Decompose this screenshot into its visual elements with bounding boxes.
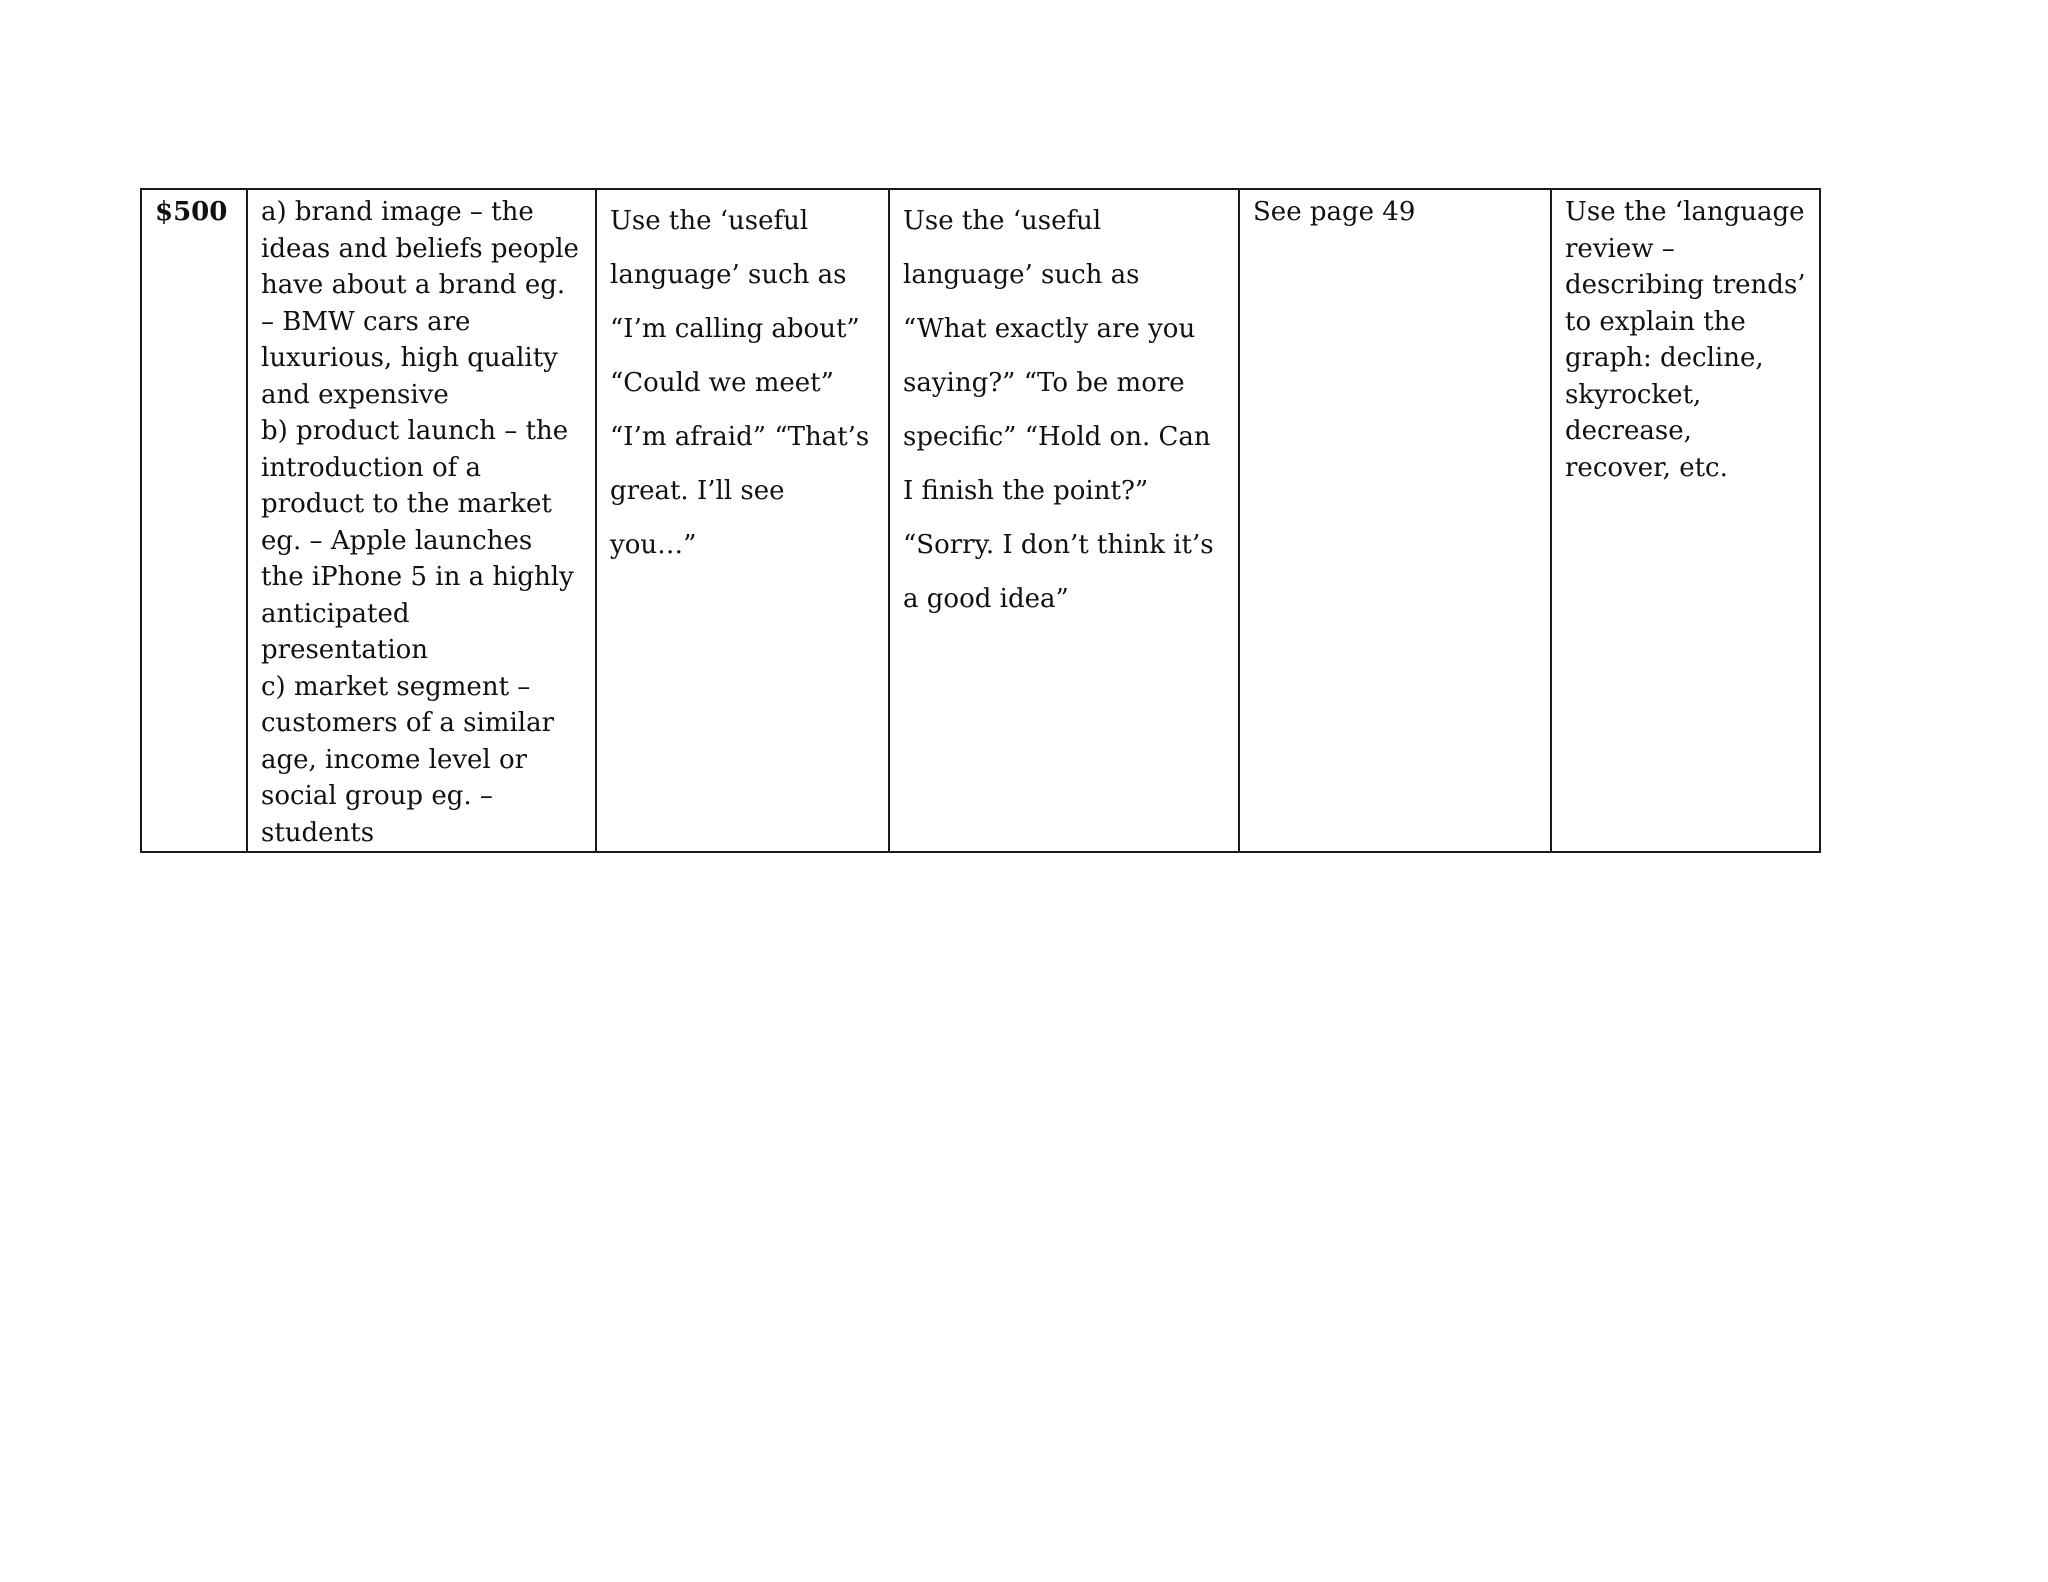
definition-brand-image: a) brand image – the ideas and beliefs people have about a brand eg. – BMW cars are luxurious, high quality and expensive [261,197,579,410]
definition-market-segment: c) market segment – customers of a similar age, income level or social group eg. – students [261,671,555,848]
page-reference-text: See page 49 [1253,197,1416,227]
page-reference-cell [1239,189,1551,852]
definition-product-launch: b) product launch – the introduction of a product to the market eg. – Apple launches the iPhone 5 in a highly anticipated presentation [261,416,574,665]
answer-table [140,188,1821,853]
trends-language-cell [1551,189,1820,852]
meeting-language-text: Use the ‘useful language’ such as “What exactly are you saying?” “To be more specific” “Hold on. Can I finish the point?” “Sorry. I don’t think it’s a good idea” [903,206,1214,614]
trends-language-text: Use the ‘language review – describing trends’ to explain the graph: decline, skyrocket, decrease, recover, etc. [1565,197,1806,483]
phone-language-cell [596,189,889,852]
phone-language-text: Use the ‘useful language’ such as “I’m calling about” “Could we meet” “I’m afraid” “That’s great. I’ll see you…” [610,206,870,560]
table-row [141,189,1820,852]
vocabulary-cell [247,189,596,852]
points-value: $500 [155,197,228,227]
meeting-language-cell [889,189,1239,852]
points-cell [141,189,247,852]
vocabulary-text [261,194,582,851]
